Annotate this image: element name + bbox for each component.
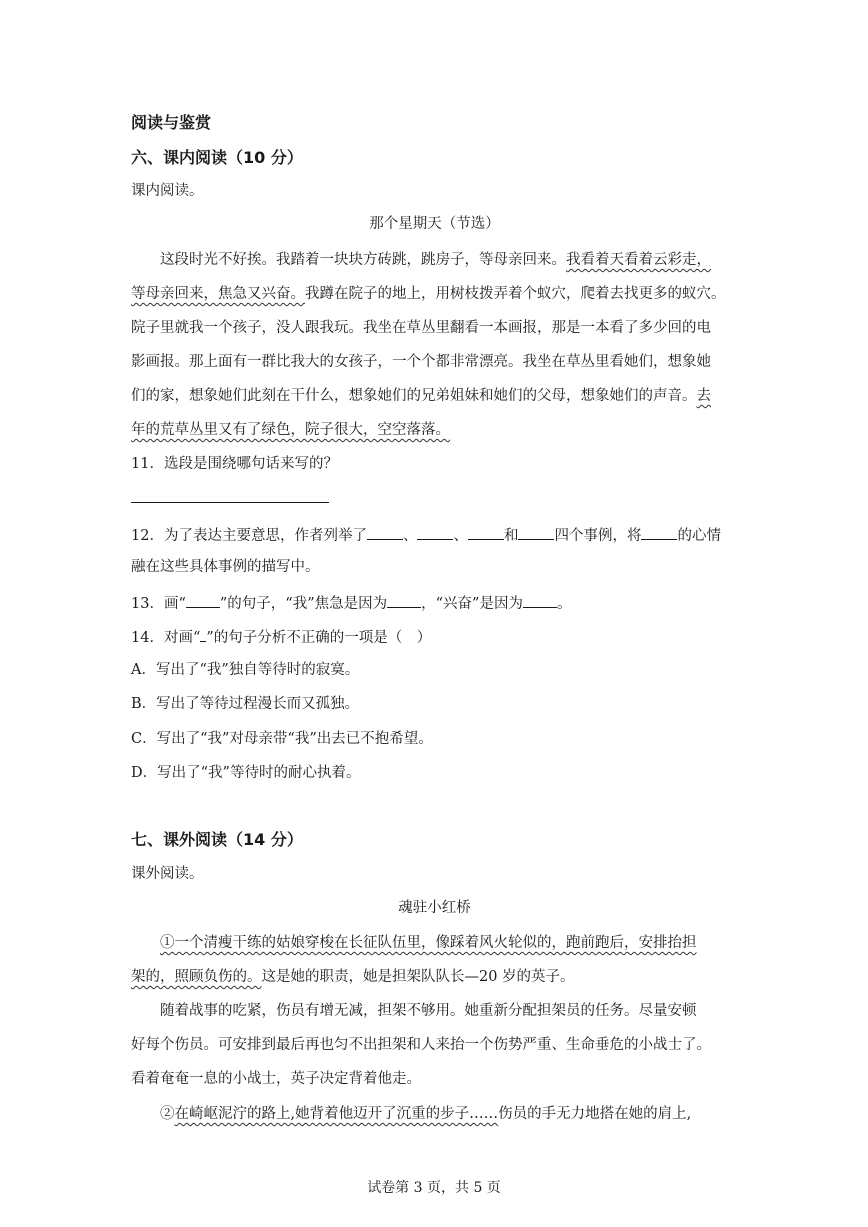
option-c[interactable]: C．写出了“我”对母亲带“我”出去已不抱希望。 [131, 731, 433, 747]
passage2-line [160, 1104, 691, 1124]
q12-text: 的心情 [677, 528, 721, 544]
q14-text: ”的句子分析不正确的一项是（ ） [206, 630, 432, 646]
passage1-line: 影画报。那上面有一群比我大的女孩子，一个个都非常漂亮。我坐在草丛里看她们，想象她 [131, 354, 711, 370]
passage1-line: 院子里就我一个孩子，没人跟我玩。我坐在草丛里翻看一本画报，那是一本看了多少回的电 [131, 320, 711, 336]
answer-blank[interactable] [186, 592, 220, 608]
answer-blank[interactable] [518, 524, 554, 540]
wavy-sentence: 等母亲回来，焦急又兴奋。 [131, 286, 305, 302]
question-12-line2: 融在这些具体事例的描写中。 [131, 559, 320, 575]
passage2-text: 伤员的手无力地搭在她的肩上, [498, 1106, 692, 1122]
q12-text: 四个事例，将 [554, 528, 642, 544]
answer-blank[interactable] [417, 524, 453, 540]
q12-sep: 、 [402, 528, 418, 544]
answer-blank[interactable] [367, 524, 403, 540]
passage2-line: 看着奄奄一息的小战士，英子决定背着他走。 [131, 1071, 421, 1087]
q14-text: 14．对画“ [131, 630, 201, 646]
passage1-line [131, 284, 726, 304]
part6-instruction: 课内阅读。 [131, 183, 204, 199]
passage2-line: 随着战事的吃紧，伤员有增无减，担架不够用。她重新分配担架员的任务。尽量安顿 [160, 1003, 697, 1019]
q13-text: 。 [556, 596, 572, 612]
wavy-sentence: 在崎岖泥泞的路上,她背着他迈开了沉重的步子…… [174, 1106, 499, 1122]
passage1-line [131, 386, 711, 406]
page-footer: 试卷第 3 页，共 5 页 [367, 1180, 501, 1196]
q13-text: ，“兴奋”是因为 [421, 596, 523, 612]
section-header: 阅读与鉴赏 [131, 113, 212, 132]
q12-and: 和 [503, 528, 519, 544]
passage1-text: 这段时光不好挨。我踏着一块块方砖跳，跳房子，等母亲回来。 [160, 252, 566, 268]
passage2-text: 这是她的职责，她是担架队队长—20 岁的英子。 [261, 969, 575, 985]
option-b[interactable]: B．写出了等待过程漫长而又孤独。 [131, 696, 360, 712]
q12-sep: 、 [453, 528, 468, 544]
passage2-title: 魂驻小红桥 [398, 900, 471, 916]
answer-blank[interactable] [387, 592, 421, 608]
option-a[interactable]: A．写出了“我”独自等待时的寂寞。 [131, 662, 360, 678]
part7-instruction: 课外阅读。 [131, 866, 204, 882]
question-11: 11．选段是围绕哪句话来写的？ [131, 456, 338, 472]
passage2-line: 好每个伤员。可安排到最后再也匀不出担架和人来抬一个伤势严重、生命垂危的小战士了。 [131, 1037, 711, 1053]
passage2-line [160, 933, 697, 953]
q13-text: 13．画“ [131, 596, 186, 612]
option-d[interactable]: D．写出了“我”等待时的耐心执着。 [131, 765, 361, 781]
passage1-line [131, 420, 450, 440]
wavy-sentence: 去 [696, 388, 711, 404]
wavy-sentence: 我看着天看着云彩走， [566, 252, 711, 268]
wavy-sentence: 年的荒草丛里又有了绿色，院子很大，空空落落。 [131, 422, 450, 438]
question-12 [131, 524, 721, 546]
paragraph-number: ② [160, 1106, 175, 1122]
question-13 [131, 592, 571, 614]
answer-blank[interactable] [468, 524, 504, 540]
part7-title: 七、课外阅读（14 分） [131, 830, 303, 849]
passage1-text: 我蹲在院子的地上，用树枝拨弄着个蚁穴，爬着去找更多的蚁穴。 [305, 286, 726, 302]
answer-line-11[interactable] [131, 502, 329, 503]
part6-title: 六、课内阅读（10 分） [131, 148, 303, 167]
passage2-line [131, 967, 575, 987]
answer-blank[interactable] [523, 592, 557, 608]
q12-text: 12．为了表达主要意思，作者列举了 [131, 528, 367, 544]
passage1-text: 们的家，想象她们此刻在干什么，想象她们的兄弟姐妹和她们的父母，想象她们的声音。 [131, 388, 697, 404]
wavy-sentence: 架的，照顾负伤的。 [131, 969, 262, 985]
wavy-sentence: ①一个清瘦干练的姑娘穿梭在长征队伍里，像踩着风火轮似的，跑前跑后，安排抬担 [160, 935, 697, 951]
passage1-line [160, 250, 711, 270]
answer-blank[interactable] [641, 524, 677, 540]
question-14 [131, 626, 431, 648]
passage1-title: 那个星期天（节选） [369, 216, 500, 232]
q13-text: ”的句子，“我”焦急是因为 [219, 596, 388, 612]
